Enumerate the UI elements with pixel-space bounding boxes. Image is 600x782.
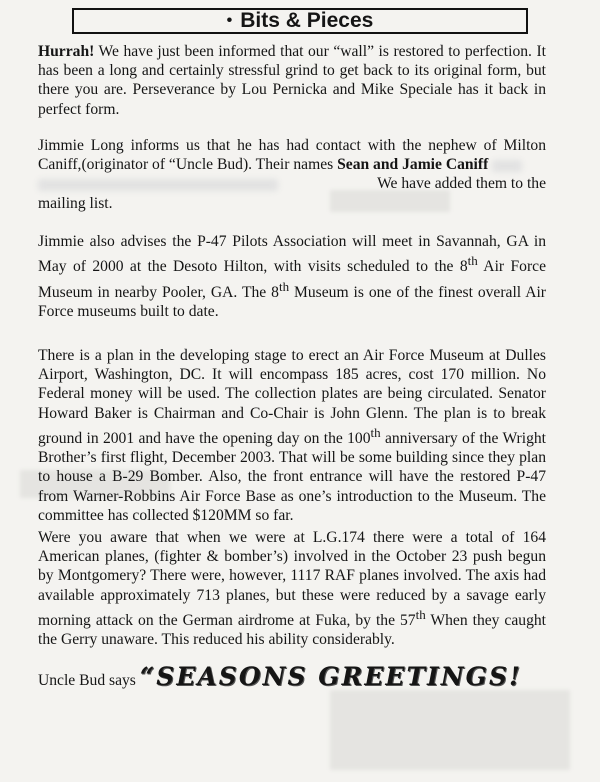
paragraph-text-2: Air Force Museum in nearby Pooler, GA. The 8 bbox=[38, 258, 546, 301]
paragraph-text-2: anniversary of the Wright Brother’s first flight, December 2003. That will be some building since they plan to house a B-29 Bomber. Also, the front entrance will have the restored P-47 from Warner-Robbins Air Force Base as one’s introduction to the Museum. The committee has collected $120MM so far. bbox=[38, 430, 546, 524]
paragraph-wall-restored bbox=[38, 42, 546, 119]
paragraph-text: There is a plan in the developing stage to erect an Air Force Museum at Dulles Airport, Washington, DC. It will encompass 185 acres, cost 170 million. No Federal money will be used. The collection plates are being circulated. Senator Howard Baker is Chairman and Co-Chair is John Glenn. The plan is to break ground in 2001 and have the opening day on the 100 bbox=[38, 347, 546, 447]
ordinal-suffix: th bbox=[370, 424, 381, 440]
paragraph-text: We have just been informed that our “wall” is restored to perfection. It has been a long and certainly stressful grind to get back to its original form, but there you are. Perseverance by Lou Pernicka and Mike Speciale has it back in perfect form. bbox=[38, 43, 546, 118]
paragraph-text-2: When they caught the Gerry unaware. This reduced his ability considerably. bbox=[38, 612, 547, 649]
caniff-names: Sean and Jamie Caniff bbox=[337, 156, 489, 174]
bleed-through-artifact bbox=[330, 690, 570, 770]
paragraph-lg174-planes bbox=[38, 528, 546, 649]
ordinal-suffix: th bbox=[278, 278, 290, 294]
ordinal-suffix: th bbox=[467, 253, 478, 269]
redacted-text bbox=[38, 179, 278, 191]
paragraph-text-2: We have added them to the bbox=[377, 175, 546, 193]
paragraph-text: Jimmie Long informs us that he has had contact with the nephew of Milton Caniff,(originator of “Uncle Bud). Their names bbox=[38, 137, 546, 174]
section-title: Bits & Pieces bbox=[240, 9, 374, 32]
closing-line bbox=[38, 662, 558, 691]
paragraph-dulles-museum bbox=[38, 346, 546, 525]
closing-lead: Uncle Bud says bbox=[38, 672, 136, 689]
paragraph-lead: Hurrah! bbox=[38, 43, 95, 60]
redacted-text bbox=[492, 160, 522, 172]
ordinal-suffix: th bbox=[415, 606, 426, 622]
paragraph-p47-association bbox=[38, 232, 546, 321]
paragraph-text: Jimmie also advises the P-47 Pilots Association will meet in Savannah, GA in May of 2000 at the Desoto Hilton, with visits scheduled to the 8 bbox=[38, 233, 546, 276]
title-bullet: • bbox=[226, 12, 233, 29]
paragraph-text: Were you aware that when we were at L.G.174 there were a total of 164 American planes, (fighter & bomber’s) involved in the October 23 push begun by Montgomery? There were, however, 1117 RAF planes involved. The axis had available approximately 713 planes, but these were reduced by a savage early morning attack on the German airdrome at Fuka, by the 57 bbox=[38, 529, 546, 629]
section-title-box bbox=[72, 8, 528, 34]
paragraph-text-3: Museum is one of the finest overall Air Force museums built to date. bbox=[38, 283, 546, 320]
paragraph-caniff-contact bbox=[38, 136, 546, 213]
seasons-greetings: “SEASONS GREETINGS! bbox=[139, 662, 522, 691]
paragraph-text-3: mailing list. bbox=[38, 194, 113, 212]
